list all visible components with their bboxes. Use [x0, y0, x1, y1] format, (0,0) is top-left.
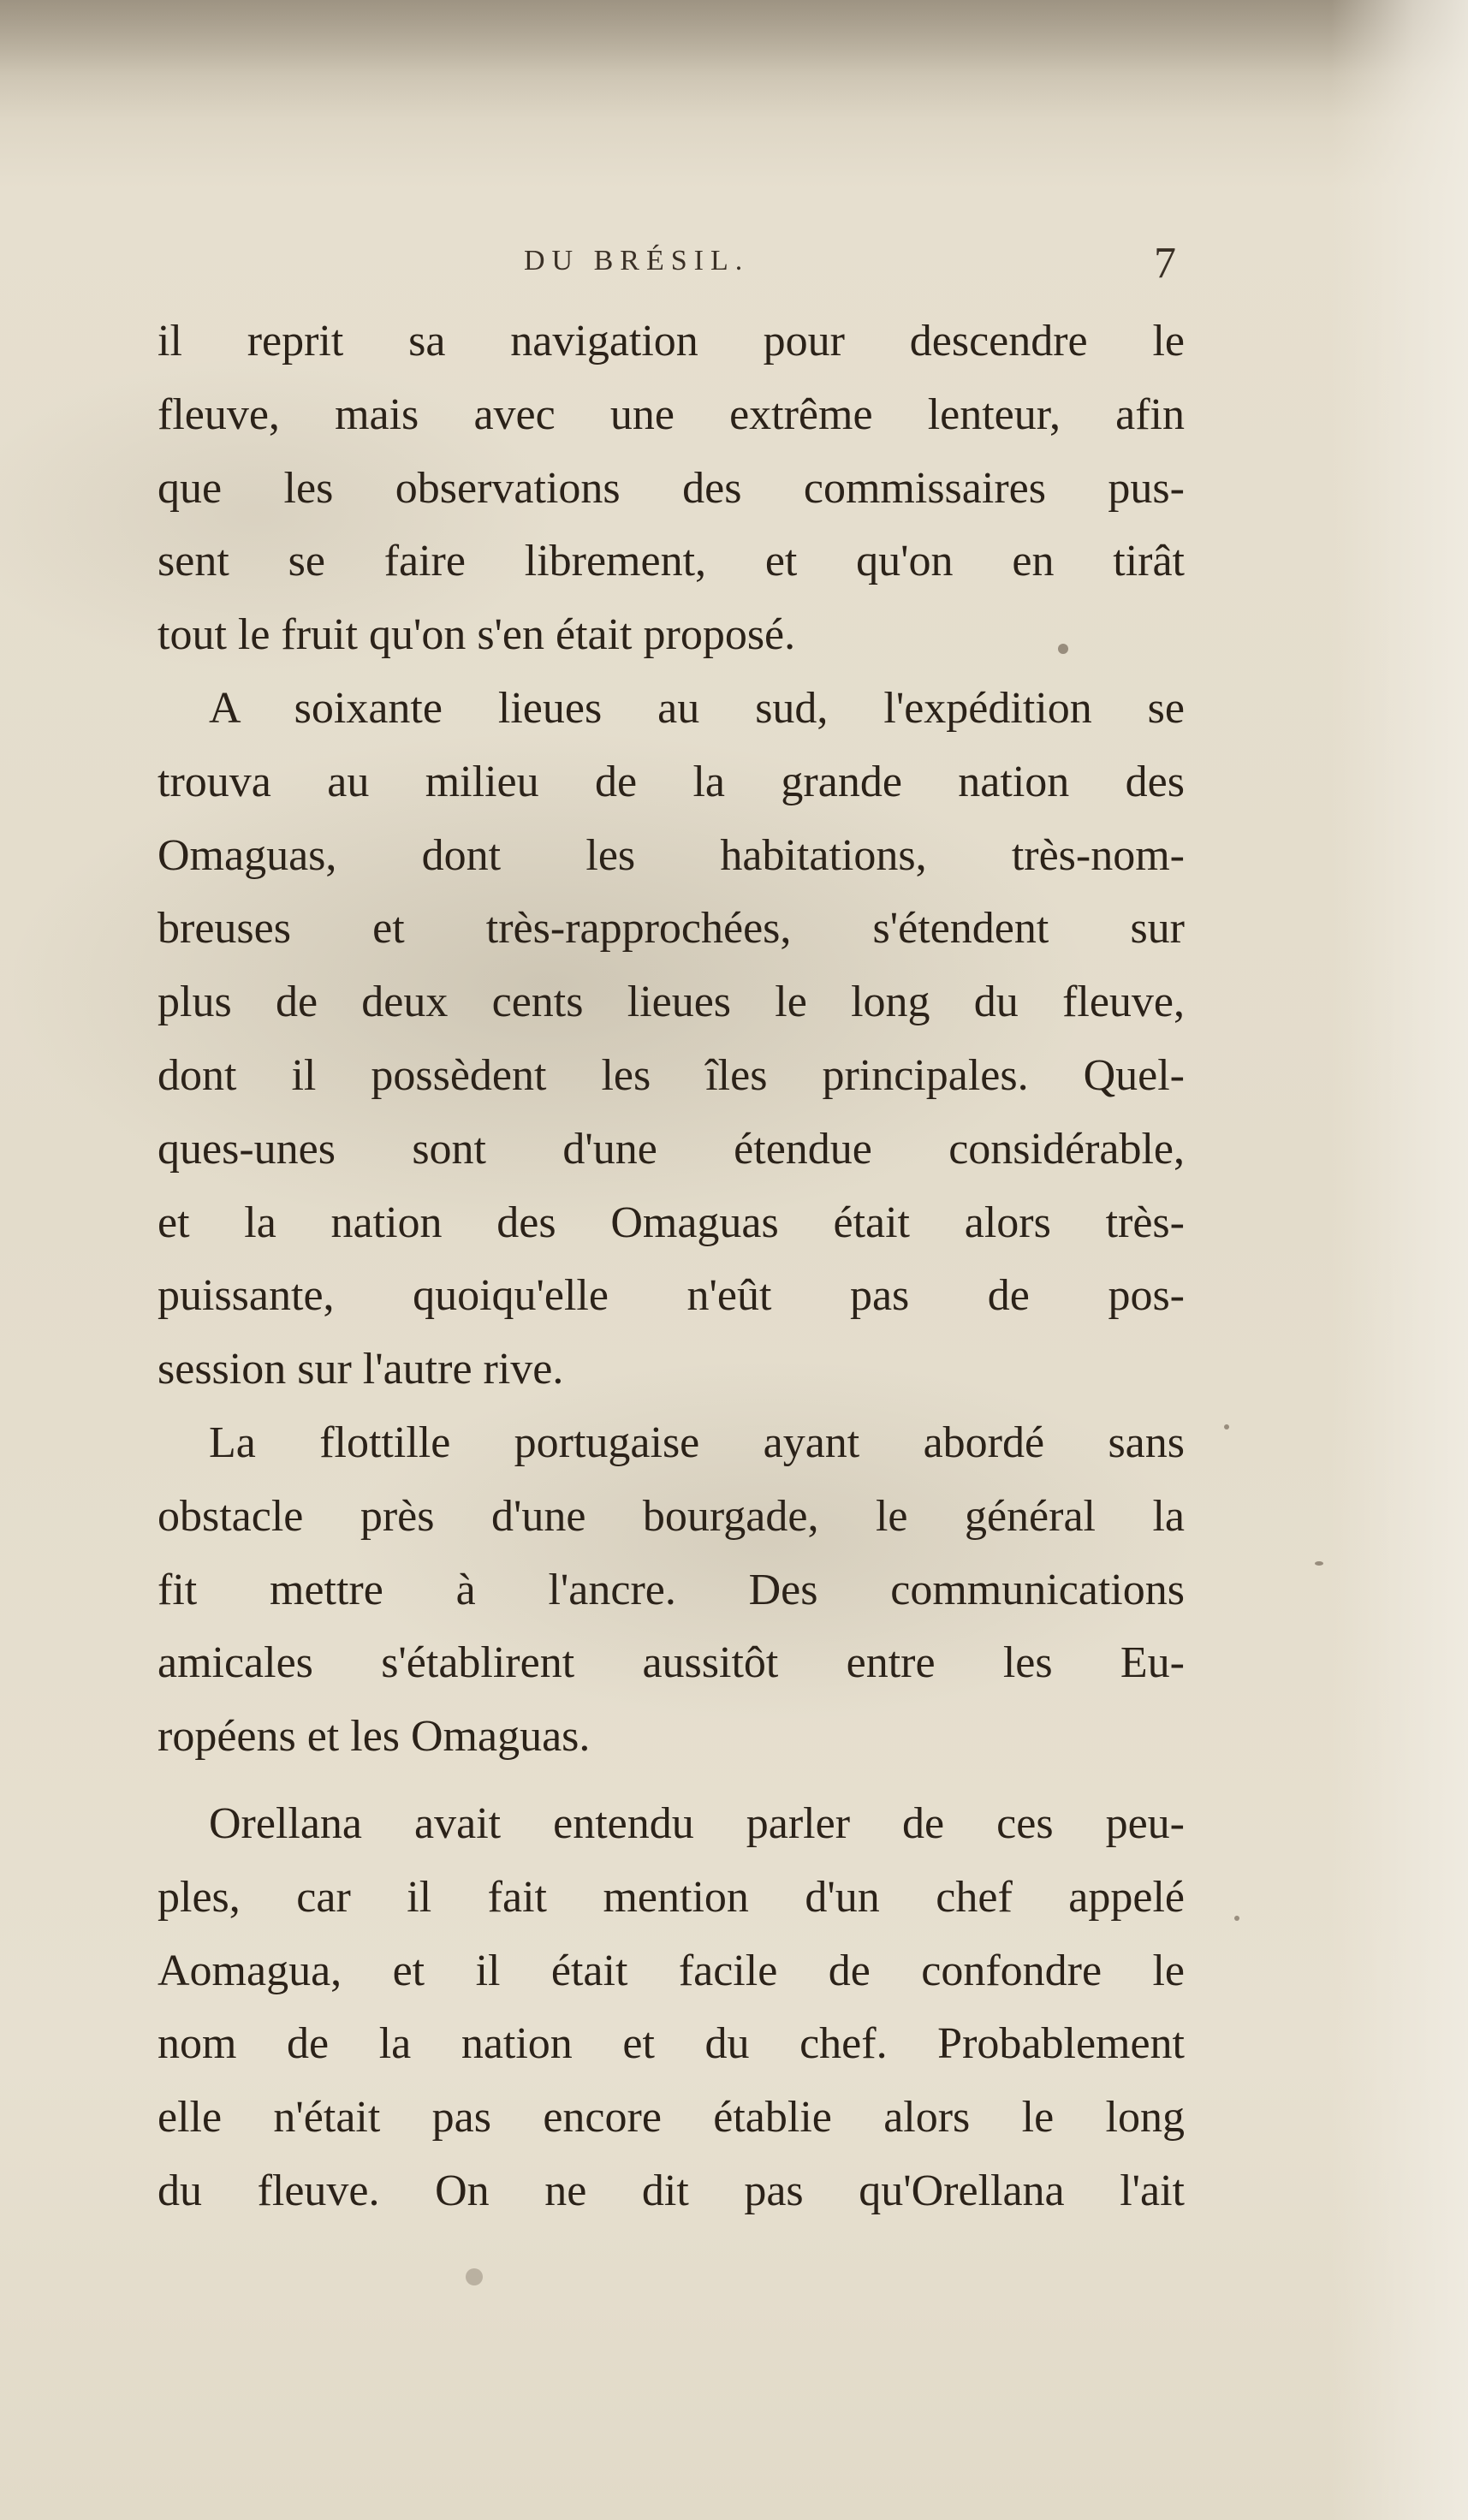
text-line: tout le fruit qu'on s'en était proposé.	[157, 610, 796, 660]
paper-speck	[1058, 644, 1068, 654]
text-line: obstacle près d'une bourgade, le général la	[157, 1491, 1185, 1541]
text-line: plus de deux cents lieues le long du fleuve,	[157, 978, 1185, 1027]
text-line: du fleuve. On ne dit pas qu'Orellana l'ait	[157, 2166, 1185, 2215]
text-line: La flottille portugaise ayant abordé sans	[209, 1418, 1185, 1467]
page-number: 7	[1154, 239, 1176, 288]
text-line: sent se faire librement, et qu'on en tirât	[157, 537, 1185, 586]
paper-speck	[1315, 1561, 1323, 1566]
text-line: elle n'était pas encore établie alors le long	[157, 2093, 1185, 2143]
text-line: session sur l'autre rive.	[157, 1345, 564, 1394]
running-head	[0, 239, 1468, 296]
paper-speck	[1224, 1424, 1229, 1429]
paper-speck	[1234, 1916, 1239, 1921]
paper-speck	[466, 2268, 483, 2285]
text-line: A soixante lieues au sud, l'expédition se	[209, 683, 1185, 733]
text-line: fit mettre à l'ancre. Des communications	[157, 1565, 1185, 1614]
text-line: ques-unes sont d'une étendue considérable,	[157, 1124, 1185, 1174]
text-line: Orellana avait entendu parler de ces peu-	[209, 1798, 1185, 1848]
text-line: amicales s'établirent aussitôt entre les Eu-	[157, 1638, 1185, 1688]
text-line: trouva au milieu de la grande nation des	[157, 757, 1185, 806]
page-top-shadow	[0, 0, 1468, 120]
text-line: et la nation des Omaguas était alors très-	[157, 1198, 1185, 1247]
text-line: breuses et très-rapprochées, s'étendent sur	[157, 904, 1185, 954]
text-line: dont il possèdent les îles principales. Quel-	[157, 1050, 1185, 1100]
text-line: fleuve, mais avec une extrême lenteur, afin	[157, 389, 1185, 439]
text-line: il reprit sa navigation pour descendre le	[157, 317, 1185, 366]
text-line: que les observations des commissaires pus-	[157, 463, 1185, 513]
text-line: Omaguas, dont les habitations, très-nom-	[157, 830, 1185, 880]
body-text	[157, 305, 1185, 2228]
text-line: puissante, quoiqu'elle n'eût pas de pos-	[157, 1271, 1185, 1321]
text-line: ples, car il fait mention d'un chef appelé	[157, 1872, 1185, 1922]
page-right-edge	[1331, 0, 1468, 2520]
text-line: Aomagua, et il était facile de confondre le	[157, 1946, 1185, 1995]
paragraph-gap	[157, 1774, 1185, 1787]
text-line: nom de la nation et du chef. Probablement	[157, 2019, 1185, 2069]
text-line: ropéens et les Omaguas.	[157, 1712, 591, 1762]
running-title: DU BRÉSIL.	[524, 245, 750, 276]
